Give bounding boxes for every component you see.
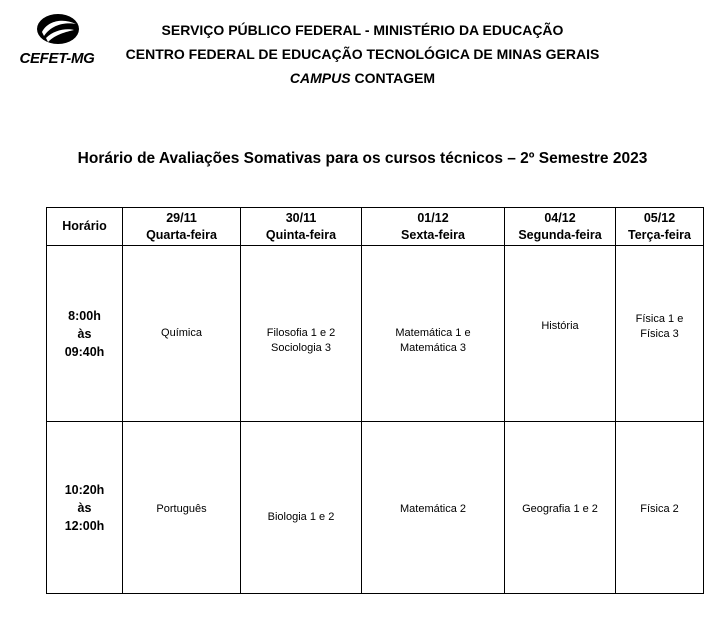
column-weekday: Segunda-feira — [518, 227, 602, 242]
time-start: 8:00h — [68, 308, 101, 323]
subject-text: Química — [161, 327, 202, 339]
subject-text: Português — [156, 503, 207, 515]
time-sep: às — [77, 500, 92, 515]
time-sep: às — [77, 326, 92, 341]
subject-cell — [362, 422, 505, 594]
subject-text: Matemática 2 — [399, 503, 467, 515]
schedule-table — [46, 207, 704, 594]
column-header — [616, 208, 704, 246]
table-header-row — [47, 208, 704, 246]
column-header — [505, 208, 616, 246]
subject-text: História — [541, 320, 579, 332]
subject-cell — [616, 422, 704, 594]
time-end: 12:00h — [64, 518, 105, 533]
header-campus-italic: CAMPUS — [289, 70, 351, 86]
time-end: 09:40h — [64, 344, 105, 359]
column-weekday: Terça-feira — [628, 227, 691, 242]
column-date: 05/12 — [643, 210, 676, 225]
subject-cell — [241, 246, 362, 422]
column-header — [123, 208, 241, 246]
subject-cell — [241, 422, 362, 594]
cefet-logo — [12, 12, 102, 72]
subject-text: Geografia 1 e 2 — [522, 503, 598, 515]
subject-cell — [123, 422, 241, 594]
column-date: 01/12 — [417, 210, 449, 225]
subject-cell — [505, 246, 616, 422]
subject-text: Sociologia 3 — [271, 342, 331, 354]
subject-text: Física 2 — [640, 503, 679, 515]
header-line-1: SERVIÇO PÚBLICO FEDERAL - MINISTÉRIO DA EDUCAÇÃO — [161, 22, 564, 38]
subject-cell — [616, 246, 704, 422]
subject-text: Filosofia 1 e 2 — [266, 327, 336, 339]
column-date: 04/12 — [544, 210, 576, 225]
header-campus-name: CONTAGEM — [350, 70, 436, 86]
header-line-2: CENTRO FEDERAL DE EDUCAÇÃO TECNOLÓGICA DE MINAS GERAIS — [125, 46, 600, 62]
cefet-logo-mark — [34, 12, 80, 48]
column-weekday: Quarta-feira — [146, 227, 217, 242]
time-slot-cell — [47, 422, 123, 594]
subject-text: Matemática 3 — [399, 342, 467, 354]
subject-cell — [505, 422, 616, 594]
table-row — [47, 422, 704, 594]
table-row — [47, 246, 704, 422]
header-line-3 — [105, 66, 620, 90]
time-slot-cell — [47, 246, 123, 422]
column-header — [241, 208, 362, 246]
logo-text: CEFET-MG — [19, 50, 95, 67]
column-weekday: Quinta-feira — [265, 227, 337, 242]
subject-cell — [362, 246, 505, 422]
subject-text: Matemática 1 e — [395, 327, 471, 339]
page-title: Horário de Avaliações Somativas para os cursos técnicos – 2º Semestre 2023 — [77, 150, 648, 167]
column-weekday: Sexta-feira — [401, 227, 465, 242]
subject-text: Física 3 — [640, 328, 679, 340]
column-header — [362, 208, 505, 246]
time-column-header: Horário — [47, 208, 123, 246]
subject-text: Física 1 e — [635, 313, 684, 325]
column-date: 30/11 — [285, 210, 317, 225]
subject-text: Biologia 1 e 2 — [267, 511, 335, 523]
institution-header — [105, 18, 620, 90]
column-date: 29/11 — [166, 210, 197, 225]
time-start: 10:20h — [64, 482, 105, 497]
subject-cell — [123, 246, 241, 422]
